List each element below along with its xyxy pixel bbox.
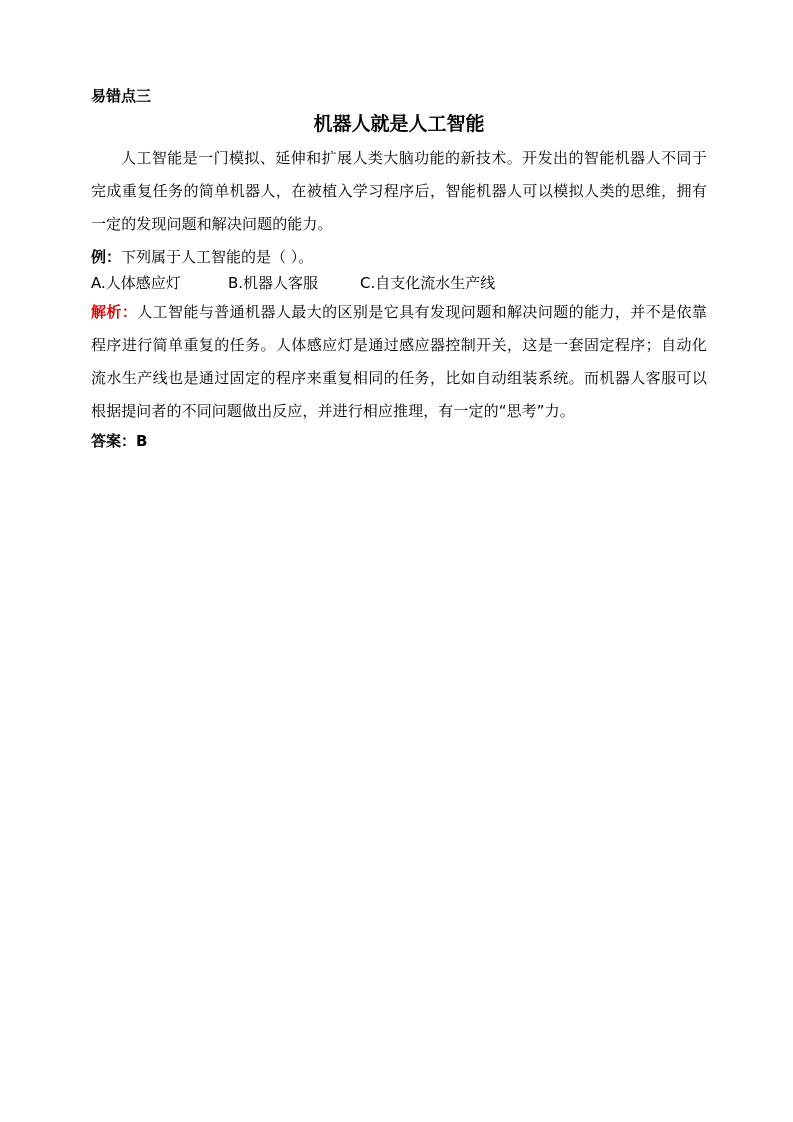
option-a: A.人体感应灯 xyxy=(91,274,181,292)
analysis-text: 人工智能与普通机器人最大的区别是它具有发现问题和解决问题的能力，并不是依靠程序进行简单重复的任务。人体感应灯是通过感应器控制开关，这是一套固定程序；自动化流水生产线也是通过固定的程序来重复相同的任务，比如自动组装系统。而机器人客服可以根据提问者的不同问题做出反应，并进行相应推理，有一定的“思考”力。 xyxy=(91,303,707,420)
example-label: 例： xyxy=(91,248,122,266)
example-options xyxy=(91,270,707,296)
answer-line xyxy=(91,428,707,454)
page-title: 机器人就是人工智能 xyxy=(313,113,485,135)
option-b: B.机器人客服 xyxy=(228,274,319,292)
analysis-paragraph xyxy=(91,296,707,428)
option-c: C.自支化流水生产线 xyxy=(360,274,496,292)
document-page xyxy=(91,84,707,454)
intro-paragraph: 人工智能是一门模拟、延伸和扩展人类大脑功能的新技术。开发出的智能机器人不同于完成重复任务的简单机器人，在被植入学习程序后，智能机器人可以模拟人类的思维，拥有一定的发现问题和解决问题的能力。 xyxy=(91,149,707,233)
answer-value: B xyxy=(136,432,148,450)
section-label: 易错点三 xyxy=(91,87,152,105)
example-question-text: 下列属于人工智能的是（ ）。 xyxy=(121,248,314,266)
answer-label: 答案： xyxy=(91,432,137,450)
example-question xyxy=(91,245,707,270)
analysis-label: 解析： xyxy=(91,303,138,321)
